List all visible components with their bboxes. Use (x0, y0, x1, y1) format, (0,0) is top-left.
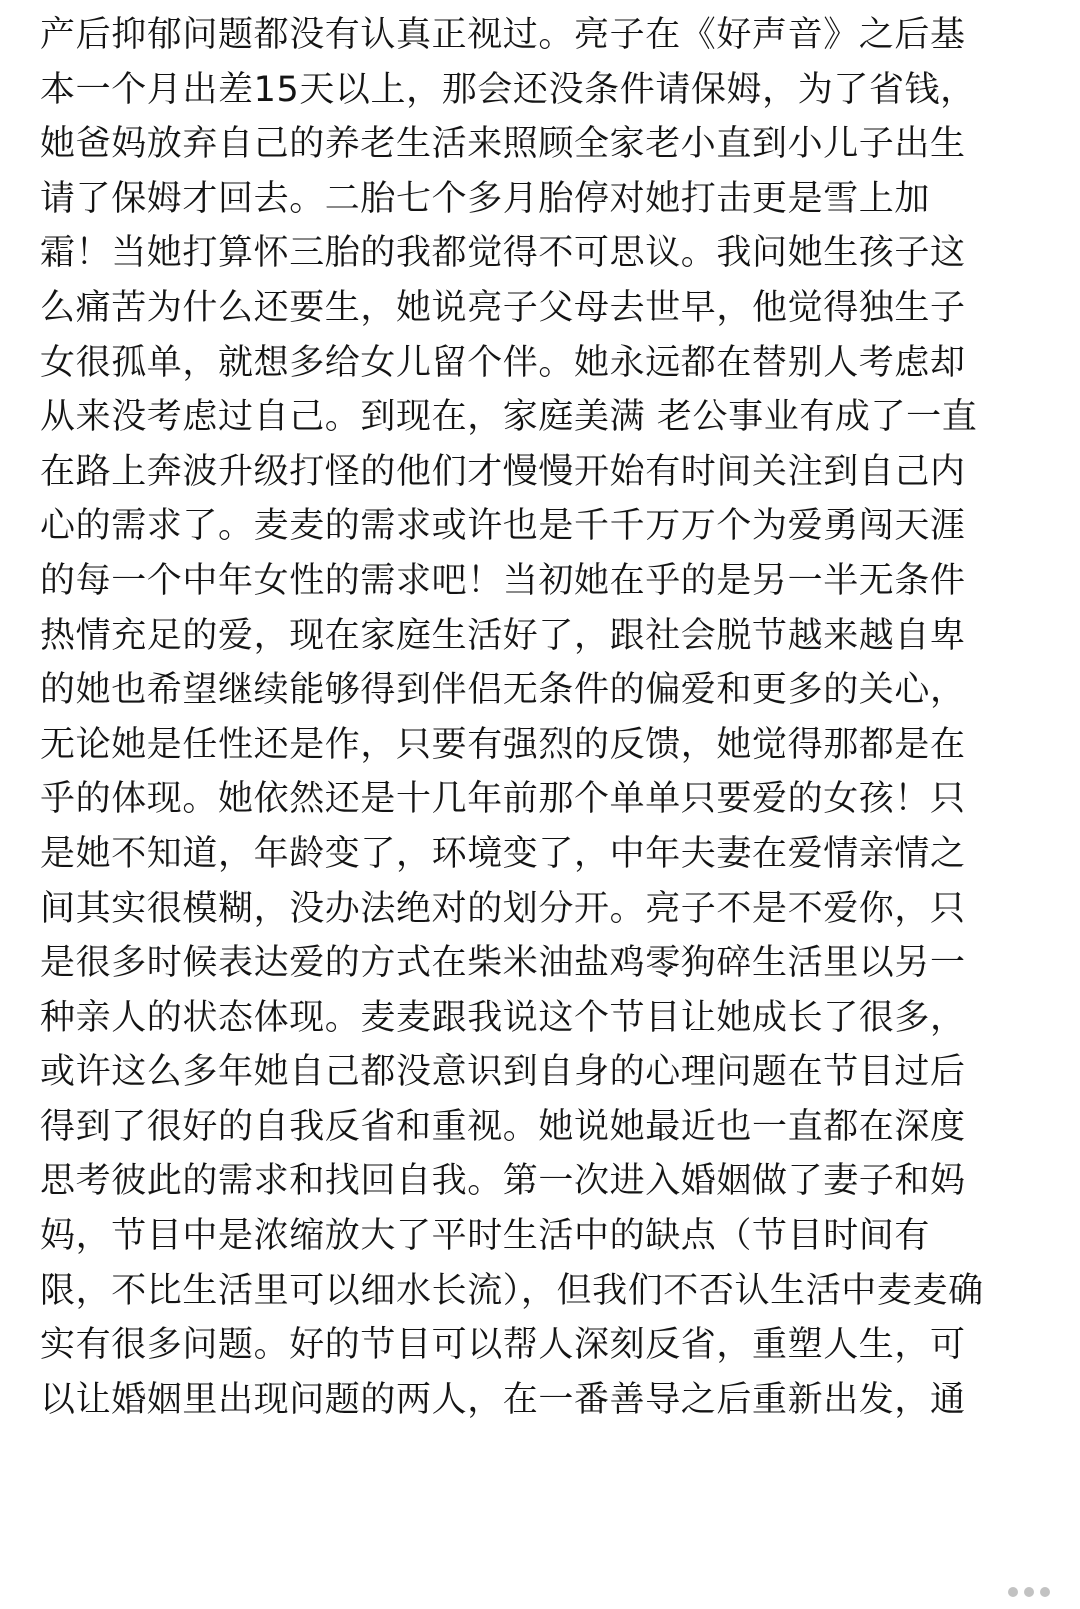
watermark-dot-icon (1008, 1587, 1018, 1597)
text-line: 得到了很好的自我反省和重视。她说她最近也一直都在深度 (40, 1106, 966, 1147)
watermark-dot-icon (1024, 1587, 1034, 1597)
text-line: 种亲人的状态体现。麦麦跟我说这个节目让她成长了很多， (40, 997, 966, 1038)
text-line: 女很孤单，就想多给女儿留个伴。她永远都在替别人考虑却 (40, 342, 966, 383)
text-line: 或许这么多年她自己都没意识到自身的心理问题在节目过后 (40, 1052, 966, 1093)
text-line: 产后抑郁问题都没有认真正视过。亮子在《好声音》之后基 (40, 15, 966, 55)
text-line: 是她不知道，年龄变了，环境变了，中年夫妻在爱情亲情之 (40, 833, 966, 874)
text-line: 思考彼此的需求和找回自我。第一次进入婚姻做了妻子和妈 (40, 1161, 966, 1202)
text-line: 心的需求了。麦麦的需求或许也是千千万万个为爱勇闯天涯 (40, 506, 966, 547)
text-line: 霜！当她打算怀三胎的我都觉得不可思议。我问她生孩子这 (40, 233, 966, 274)
text-line: 的她也希望继续能够得到伴侣无条件的偏爱和更多的关心， (40, 670, 966, 711)
watermark-dot-icon (1040, 1587, 1050, 1597)
text-line: 无论她是任性还是作，只要有强烈的反馈，她觉得那都是在 (40, 724, 966, 765)
text-line: 实有很多问题。好的节目可以帮人深刻反省，重塑人生，可 (40, 1325, 966, 1366)
text-line: 妈，节目中是浓缩放大了平时生活中的缺点（节目时间有 (40, 1216, 931, 1257)
text-line: 本一个月出差15天以上，那会还没条件请保姆，为了省钱， (40, 69, 976, 110)
text-line: 么痛苦为什么还要生，她说亮子父母去世早，他觉得独生子 (40, 287, 966, 328)
text-line: 以让婚姻里出现问题的两人，在一番善导之后重新出发，通 (40, 1379, 966, 1420)
text-line: 乎的体现。她依然还是十几年前那个单单只要爱的女孩！只 (40, 779, 966, 820)
text-line: 限，不比生活里可以细水长流），但我们不否认生活中麦麦确 (40, 1270, 984, 1311)
text-line: 热情充足的爱，现在家庭生活好了，跟社会脱节越来越自卑 (40, 615, 966, 656)
text-line: 在路上奔波升级打怪的他们才慢慢开始有时间关注到自己内 (40, 451, 966, 492)
text-line: 是很多时候表达爱的方式在柴米油盐鸡零狗碎生活里以另一 (40, 943, 966, 984)
text-line: 请了保姆才回去。二胎七个多月胎停对她打击更是雪上加 (40, 178, 931, 219)
text-line: 的每一个中年女性的需求吧！当初她在乎的是另一半无条件 (40, 560, 966, 601)
text-line: 从来没考虑过自己。到现在，家庭美满 老公事业有成了一直 (40, 397, 978, 438)
text-line: 她爸妈放弃自己的养老生活来照顾全家老小直到小儿子出生 (40, 124, 966, 165)
text-line: 间其实很模糊，没办法绝对的划分开。亮子不是不爱你，只 (40, 888, 966, 929)
watermark (998, 1583, 1060, 1601)
article-text (40, 8, 1050, 1427)
